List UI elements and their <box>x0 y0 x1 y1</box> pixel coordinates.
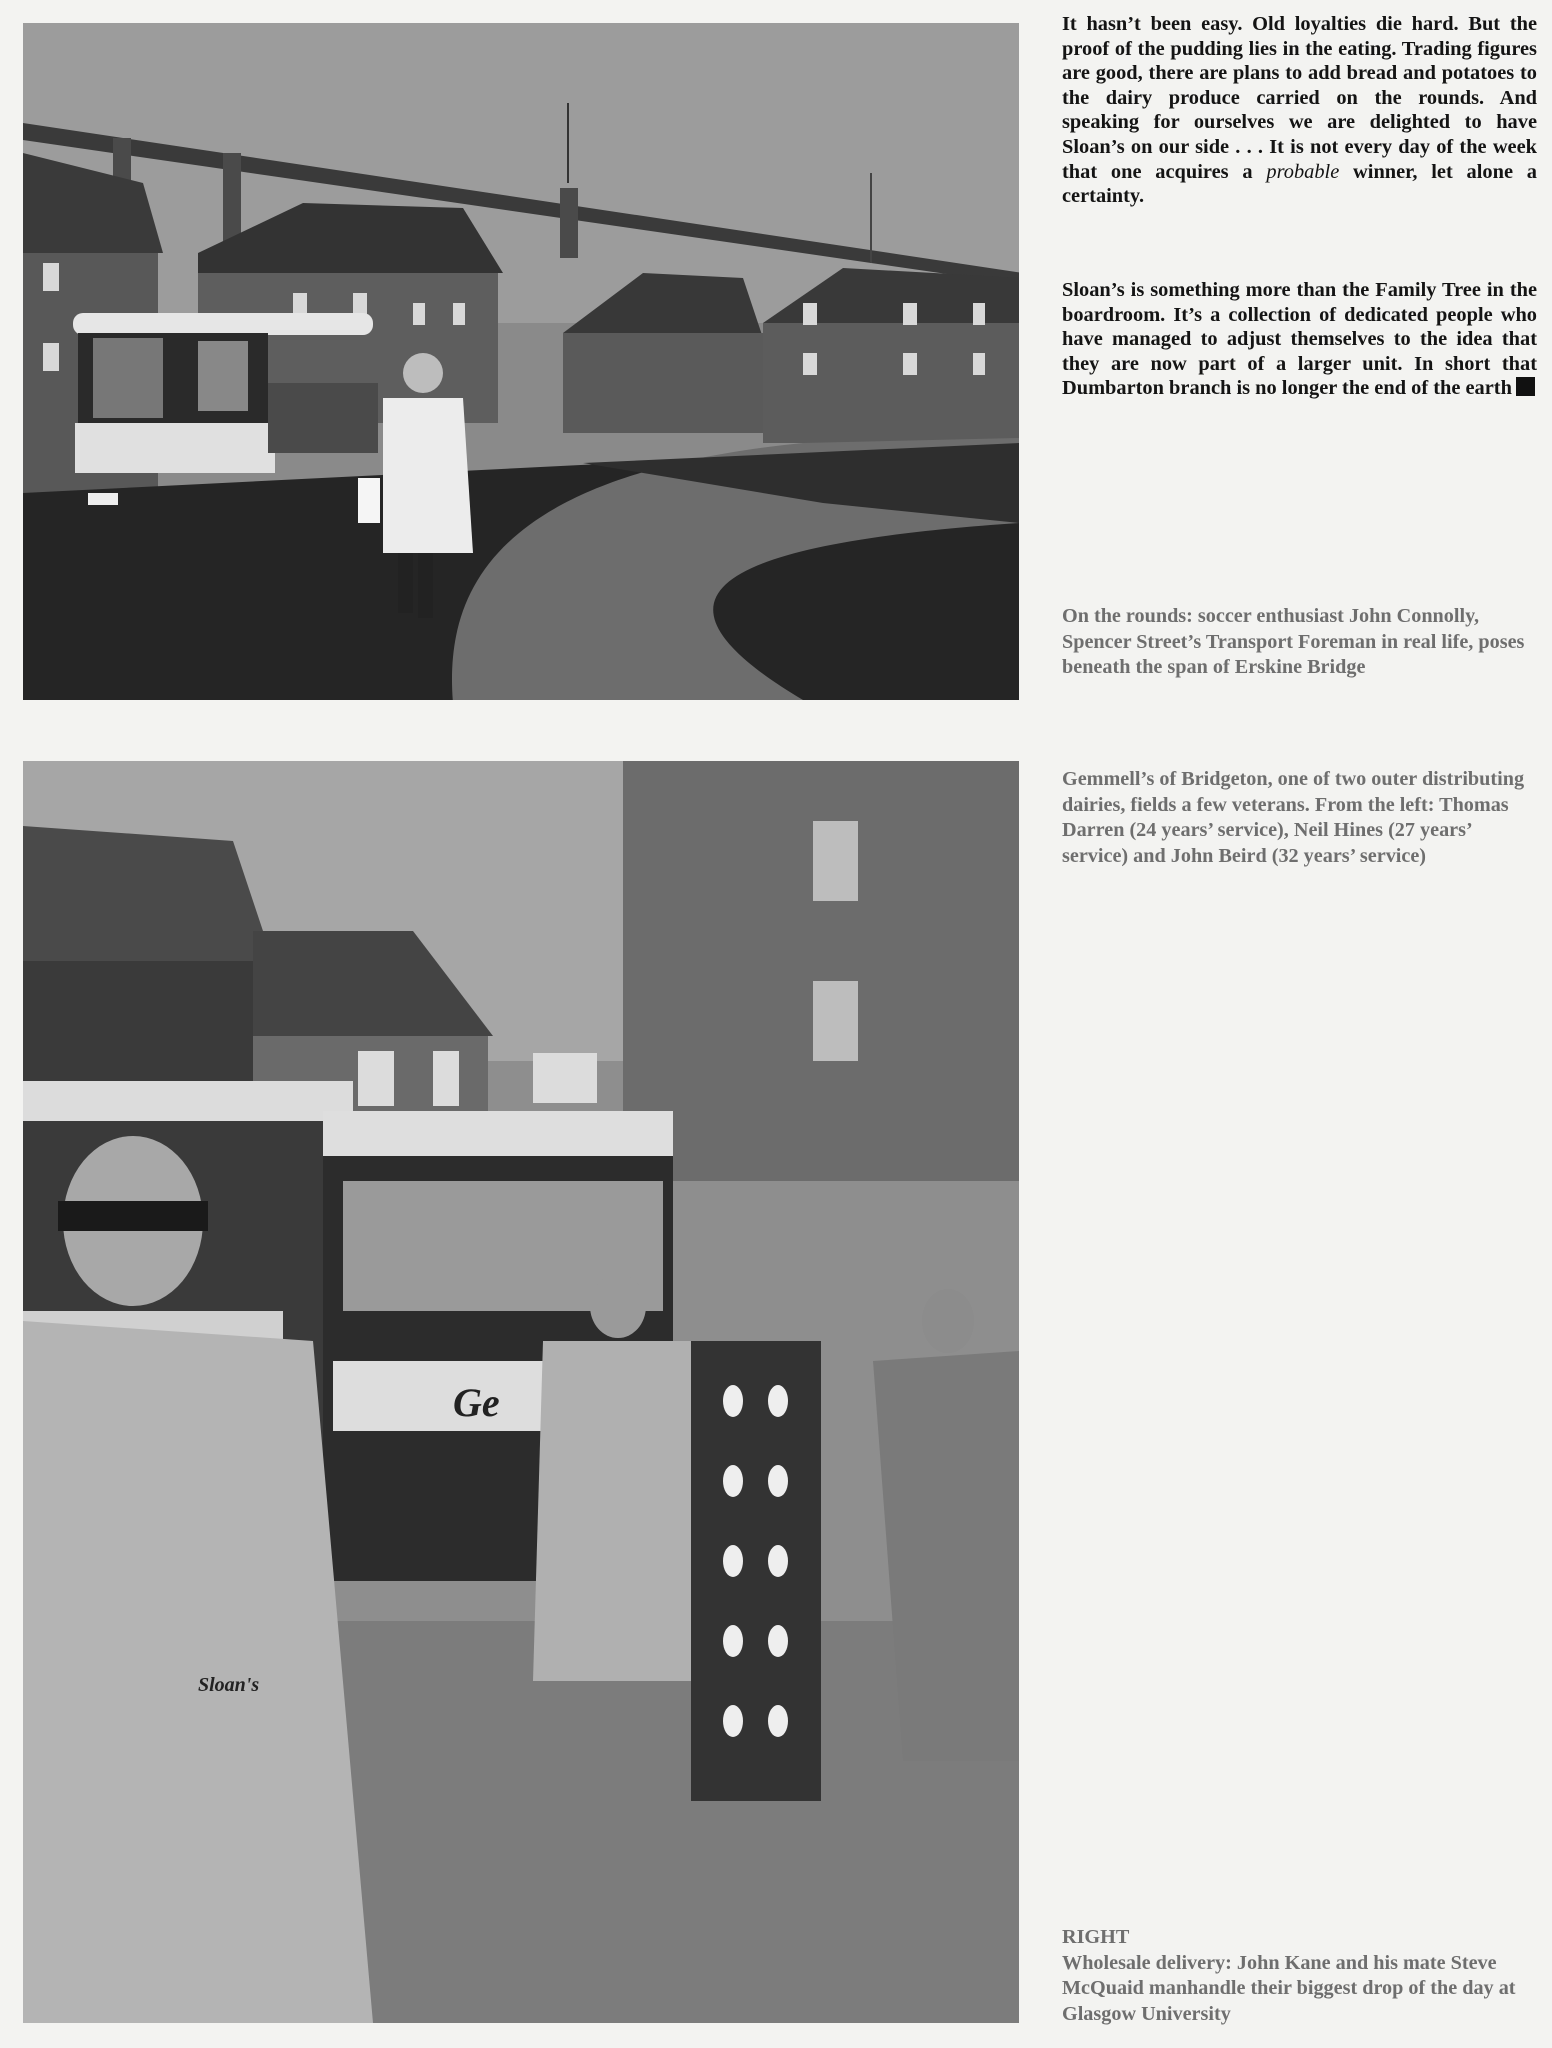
article-paragraph-1 <box>1062 12 1537 209</box>
svg-text:Ge: Ge <box>453 1380 500 1425</box>
photo-gemmells-veterans <box>23 761 1019 2023</box>
article-paragraph-1-end: winner, let alone a certainty. <box>1062 160 1538 208</box>
article-paragraph-1-text: It hasn’t been easy. Old loyalties die hard. But the proof of the pudding lies in the eating. Trading figures are good, there are plans to add bread and potatoes to the dairy produce carried on the rounds. And speaking for ourselves we are delighted to have Sloan’s on our side . . . It is not every day of the week that one acquires a <box>1062 13 1537 183</box>
svg-text:Sloan's: Sloan's <box>198 1674 260 1696</box>
article-paragraph-2 <box>1062 278 1537 401</box>
article-paragraph-2-text: Sloan’s is something more than the Family Tree in the boardroom. It’s a collection of dedicated people who have managed to adjust themselves to the idea that they are now part of a larger unit. In short that Dumbarton branch is no longer the end of the earth <box>1062 279 1537 400</box>
end-of-article-square-icon <box>1516 377 1535 396</box>
photo-1-illustration <box>23 23 1019 700</box>
caption-photo-1: On the rounds: soccer enthusiast John Connolly, Spencer Street’s Transport Foreman in real life, poses beneath the span of Erskine Bridge <box>1062 605 1525 678</box>
caption-right <box>1062 1925 1537 2027</box>
photo-erskine-bridge-milk-round <box>23 23 1019 700</box>
caption-right-label: RIGHT <box>1062 1926 1130 1948</box>
caption-right-text: Wholesale delivery: John Kane and his mate Steve McQuaid manhandle their biggest drop of the day at Glasgow University <box>1062 1951 1516 2025</box>
photo-2-illustration <box>23 761 1019 2023</box>
caption-photo-2: Gemmell’s of Bridgeton, one of two outer distributing dairies, fields a few veterans. From the left: Thomas Darren (24 years’ service), Neil Hines (27 years’ service) and John Beird (32 years’ service) <box>1062 768 1525 867</box>
article-italic-emphasis: probable <box>1266 160 1340 183</box>
